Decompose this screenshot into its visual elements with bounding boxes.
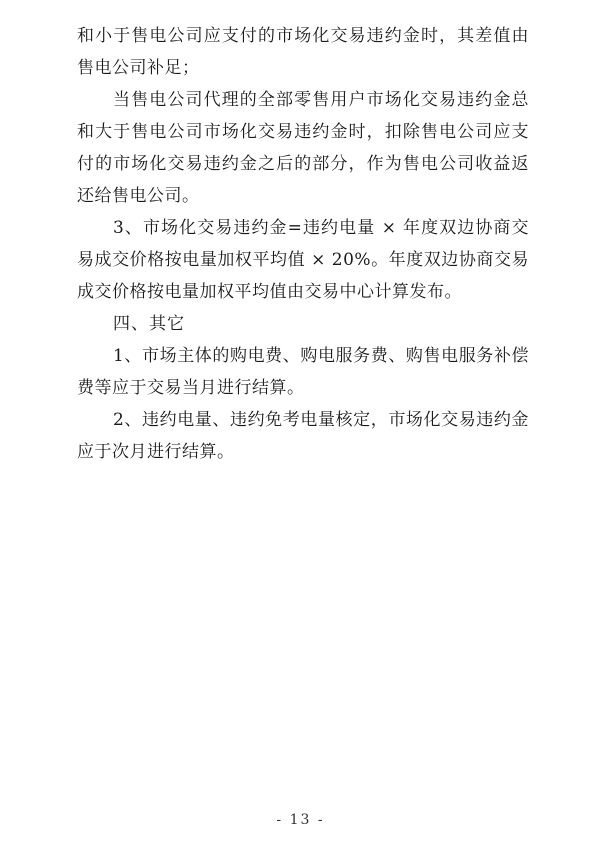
paragraph-continuation: 和小于售电公司应支付的市场化交易违约金时，其差值由售电公司补足； (77, 26, 529, 78)
paragraph-penalty-formula: 3、市场化交易违约金=违约电量 × 年度双边协商交易成交价格按电量加权平均值 × 20%。年度双边协商交易成交价格按电量加权平均值由交易中心计算发布。 (77, 218, 529, 302)
document-body (77, 20, 529, 468)
paragraph-settlement-current-month: 1、市场主体的购电费、购电服务费、购售电服务补偿费等应于交易当月进行结算。 (77, 346, 529, 398)
paragraph-settlement-next-month: 2、违约电量、违约免考电量核定，市场化交易违约金应于次月进行结算。 (77, 410, 529, 462)
page-number: - 13 - (276, 812, 325, 828)
paragraph-refund-clause: 当售电公司代理的全部零售用户市场化交易违约金总和大于售电公司市场化交易违约金时，扣除售电公司应支付的市场化交易违约金之后的部分，作为售电公司收益返还给售电公司。 (77, 90, 529, 206)
section-heading-other: 四、其它 (113, 314, 185, 334)
